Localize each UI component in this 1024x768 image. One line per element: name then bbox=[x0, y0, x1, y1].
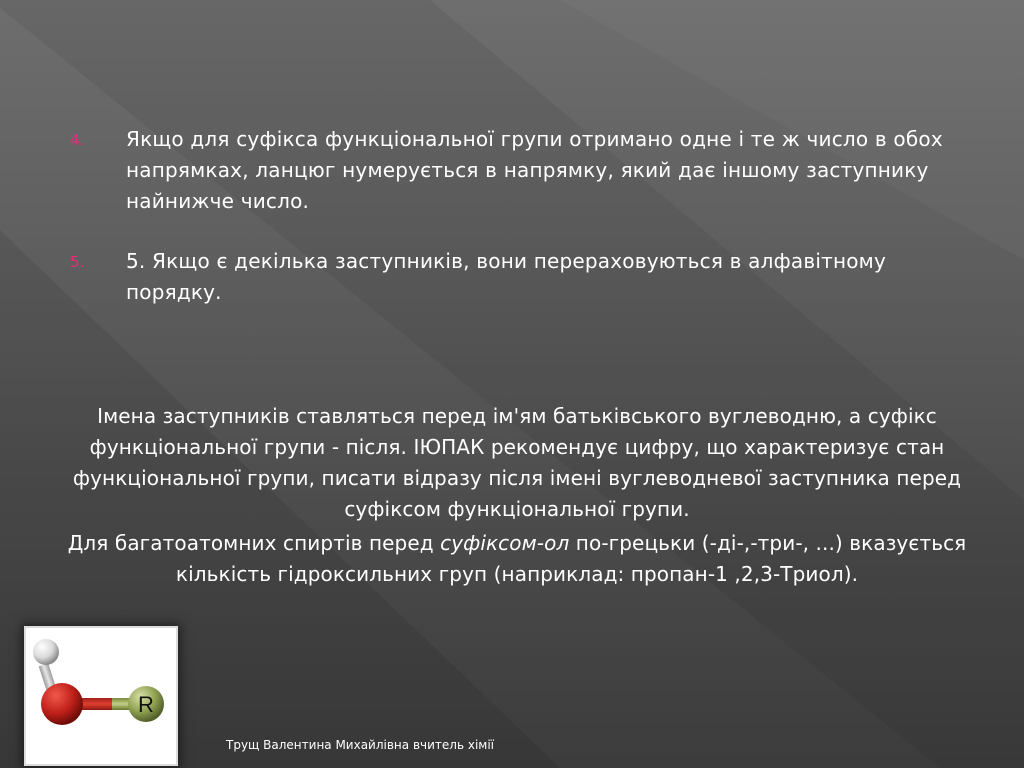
paragraph-text: по-грецьки (-ді-,-три-, ...) вказується кількість гідроксильних груп (наприклад: пропан-1 ,2,3-Триол). bbox=[175, 531, 967, 586]
list-number: 4. bbox=[70, 131, 85, 149]
explanation-text bbox=[58, 401, 976, 593]
molecule-image-frame bbox=[26, 628, 176, 764]
paragraph-polyhydric-alcohols bbox=[58, 528, 976, 590]
numbered-list bbox=[70, 124, 950, 308]
r-group-label: R bbox=[138, 692, 154, 717]
hydroxyl-group-model-icon bbox=[26, 628, 176, 764]
footer-author: Трущ Валентина Михайлівна вчитель хімії bbox=[226, 738, 494, 752]
list-item-text: 5. Якщо є декілька заступників, вони перераховуються в алфавітному порядку. bbox=[126, 249, 886, 304]
list-item-text: Якщо для суфікса функціональної групи отримано одне і те ж число в обох напрямках, ланцюг нумерується в напрямку, який дає іншому заступнику найнижче число. bbox=[126, 127, 943, 213]
italic-suffix-term: суфіксом-ол bbox=[440, 531, 570, 555]
list-item bbox=[70, 124, 950, 217]
paragraph-text: Для багатоатомних спиртів перед bbox=[67, 531, 441, 555]
list-item bbox=[70, 246, 950, 308]
list-number: 5. bbox=[70, 253, 85, 271]
paragraph-substituent-naming: Імена заступників ставляться перед ім'ям батьківського вуглеводню, а суфікс функціональної групи - після. ІЮПАК рекомендує цифру, що характеризує стан функціональної групи, писати відразу після імені вуглеводневої заступника перед суфіксом функціональної групи. bbox=[72, 404, 962, 521]
